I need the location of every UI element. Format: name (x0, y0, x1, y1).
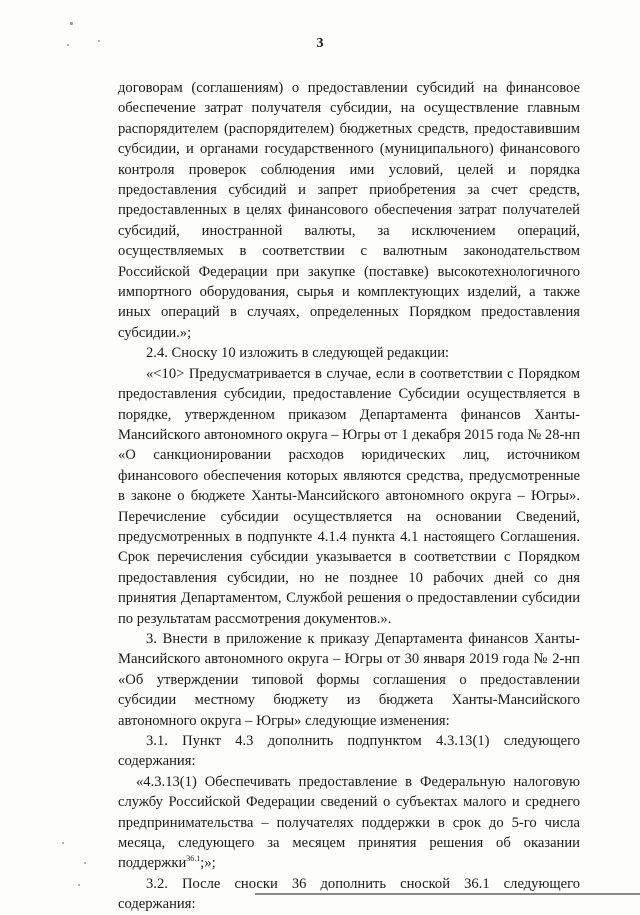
quote-ending: ;»; (200, 855, 216, 872)
quote-text: «4.3.13(1) Обеспечивать предоставление в Федеральную налоговую службу Российской Федерации сведений о субъектах малого и среднего предпринимательства – получателях поддержки в срок до 5-го числа месяца, следующего за месяцем принятия решения об оказании поддержки (118, 773, 580, 872)
scan-speck (62, 842, 64, 844)
scan-speck (70, 22, 73, 25)
footnote-ref: 36.1 (186, 854, 201, 864)
document-body (118, 78, 580, 915)
scan-speck (78, 884, 80, 886)
paragraph-3-2: 3.2. После сноски 36 дополнить сноской 36.1 следующего содержания: (118, 875, 580, 913)
bottom-rule (255, 893, 640, 895)
paragraph-continuation: договорам (соглашениям) о предоставлении субсидий на финансовое обеспечение затрат получателя субсидии, на осуществление главным распорядителем (распорядителем) бюджетных средств, предоставившим субсидии, и органами государственного (муниципального) финансового контроля проверок соблюдения ими условий, целей и порядка предоставления субсидий и запрет приобретения за счет средств, предоставленных в целях финансового обеспечения затрат получателей субсидий, иностранной валюты, за исключением операций, осуществляемых в соответствии с валютным законодательством Российской Федерации при закупке (поставке) высокотехнологичного импортного оборудования, сырья и комплектующих изделий, а также иных операций в случаях, определенных Порядком предоставления субсидии.»; (118, 80, 580, 341)
paragraph-3: 3. Внести в приложение к приказу Департамента финансов Ханты-Мансийского автономного округа – Югры от 30 января 2019 года № 2-нп «Об утверждении типовой формы соглашения о предоставлении субсидии местному бюджету из бюджета Ханты-Мансийского автономного округа – Югры» следующие изменения: (118, 630, 580, 729)
paragraph-footnote-10: «<10> Предусматривается в случае, если в соответствии с Порядком предоставления субсидии, предоставление Субсидии осуществляется в порядке, утвержденном приказом Департамента финансов Ханты-Мансийского автономного округа – Югры от 1 декабря 2015 года № 28-нп «О санкционировании расходов юридических лиц, источником финансового обеспечения которых являются средства, предусмотренные в законе о бюджете Ханты-Мансийского автономного округа – Югры». Перечисление субсидии осуществляется на основании Сведений, предусмотренных в подпункте 4.1.4 пункта 4.1 настоящего Соглашения. Срок перечисления субсидии указывается в соответствии с Порядком предоставления субсидии, но не позднее 10 рабочих дней со дня принятия Департаментом, Службой решения о предоставлении субсидии по результатам рассмотрения документов.». (118, 365, 580, 627)
quote-4-3-13-1 (118, 772, 580, 874)
paragraph-2-4: 2.4. Сноску 10 изложить в следующей редакции: (146, 345, 450, 362)
page-number: 3 (316, 36, 324, 51)
paragraph-3-1: 3.1. Пункт 4.3 дополнить подпунктом 4.3.13(1) следующего содержания: (118, 733, 580, 770)
scan-speck (84, 862, 86, 864)
